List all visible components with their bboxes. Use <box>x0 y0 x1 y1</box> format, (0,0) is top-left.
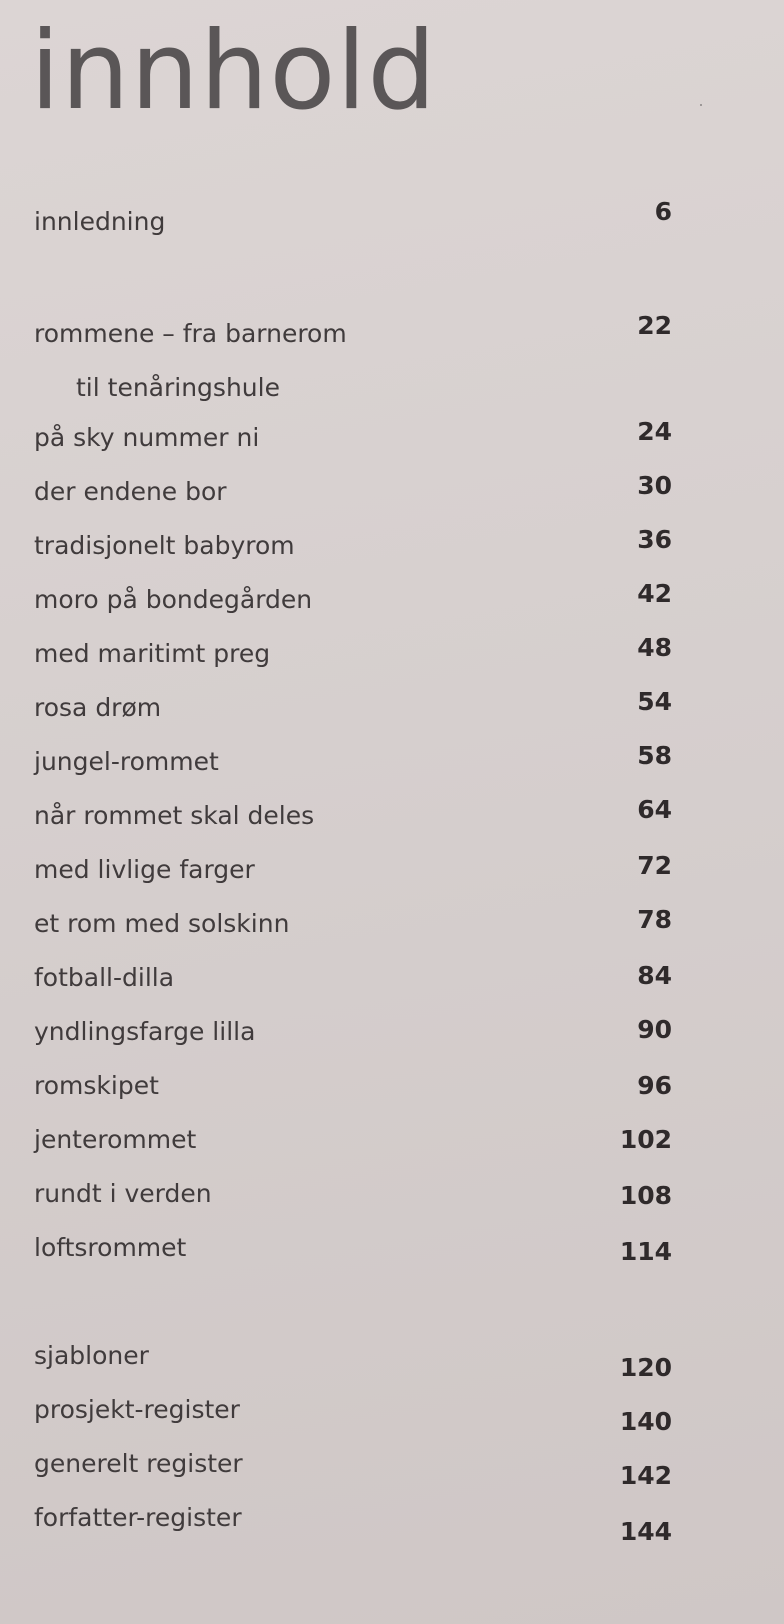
toc-entry-page: 144 <box>619 1517 672 1546</box>
toc-entry-farger[interactable] <box>0 851 784 894</box>
toc-entry-babyrom[interactable] <box>0 525 784 570</box>
toc-entry-page: 72 <box>637 851 672 880</box>
paper-speck <box>700 104 702 106</box>
toc-entry-bondegarden[interactable] <box>0 579 784 624</box>
toc-entry-page: 42 <box>637 579 672 608</box>
toc-entry-jungel[interactable] <box>0 741 784 786</box>
toc-entry-label: når rommet skal deles <box>34 801 315 830</box>
toc-entry-page: 48 <box>637 633 672 662</box>
toc-entry-page: 142 <box>619 1461 672 1490</box>
toc-entry-page: 140 <box>619 1407 672 1436</box>
toc-entry-page: 90 <box>637 1015 672 1044</box>
page-title: innhold <box>30 9 437 134</box>
toc-entry-label: der endene bor <box>34 477 227 506</box>
toc-entry-jenterommet[interactable] <box>0 1124 784 1164</box>
toc-entry-label: rundt i verden <box>34 1179 212 1208</box>
toc-entry-page: 102 <box>619 1125 672 1154</box>
toc-entry-label: med maritimt preg <box>34 639 271 668</box>
toc-entry-label: innledning <box>34 207 166 236</box>
toc-entry-page: 64 <box>637 795 672 824</box>
toc-entry-label: loftsrommet <box>34 1233 187 1262</box>
toc-entry-verden[interactable] <box>0 1178 784 1218</box>
toc-entry-sky[interactable] <box>0 417 784 462</box>
toc-entry-page: 6 <box>654 197 672 226</box>
toc-entry-page: 58 <box>637 741 672 770</box>
toc-entry-loftsrommet[interactable] <box>0 1232 784 1272</box>
toc-entry-label: rosa drøm <box>34 693 162 722</box>
toc-entry-page: 108 <box>619 1181 672 1210</box>
toc-entry-page: 84 <box>637 961 672 990</box>
toc-entry-label: moro på bondegården <box>34 585 313 614</box>
toc-entry-label: et rom med solskinn <box>34 909 290 938</box>
toc-entry-rommene[interactable] <box>0 311 784 402</box>
toc-entry-generelt-register[interactable] <box>0 1448 784 1488</box>
toc-entry-label: tradisjonelt babyrom <box>34 531 295 560</box>
toc-entry-label: jenterommet <box>34 1125 197 1154</box>
toc-entry-solskinn[interactable] <box>0 905 784 948</box>
toc-entry-label: med livlige farger <box>34 855 255 884</box>
toc-entry-lilla[interactable] <box>0 1016 784 1056</box>
toc-entry-maritimt[interactable] <box>0 633 784 678</box>
toc-entry-page: 78 <box>637 905 672 934</box>
toc-entry-innledning[interactable] <box>0 197 784 246</box>
toc-entry-label: generelt register <box>34 1449 243 1478</box>
toc-entry-label: på sky nummer ni <box>34 423 260 452</box>
toc-entry-page: 120 <box>619 1353 672 1382</box>
toc-entry-romskipet[interactable] <box>0 1070 784 1110</box>
toc-entry-label: prosjekt-register <box>34 1395 240 1424</box>
toc-entry-label-line1: rommene – fra barnerom <box>34 319 347 348</box>
toc-entry-sjabloner[interactable] <box>0 1340 784 1380</box>
toc-entry-forfatter-register[interactable] <box>0 1502 784 1546</box>
toc-entry-label: fotball-dilla <box>34 963 175 992</box>
toc-entry-page: 22 <box>637 311 672 340</box>
toc-entry-label: yndlingsfarge lilla <box>34 1017 256 1046</box>
toc-entry-endene[interactable] <box>0 471 784 516</box>
toc-entry-page: 54 <box>637 687 672 716</box>
toc-entry-label-line2: til tenåringshule <box>76 373 280 402</box>
toc-entry-label: forfatter-register <box>34 1503 242 1532</box>
toc-entry-label: jungel-rommet <box>34 747 219 776</box>
toc-entry-fotball[interactable] <box>0 962 784 1002</box>
toc-entry-label <box>34 318 347 404</box>
toc-entry-page: 24 <box>637 417 672 446</box>
toc-entry-page: 96 <box>637 1071 672 1100</box>
toc-entry-label: sjabloner <box>34 1341 149 1370</box>
toc-entry-page: 114 <box>619 1237 672 1266</box>
toc-entry-deles[interactable] <box>0 795 784 840</box>
toc-entry-page: 36 <box>637 525 672 554</box>
toc-entry-label: romskipet <box>34 1071 159 1100</box>
toc-entry-rosa[interactable] <box>0 687 784 732</box>
toc-entry-page: 30 <box>637 471 672 500</box>
toc-entry-prosjekt-register[interactable] <box>0 1394 784 1434</box>
